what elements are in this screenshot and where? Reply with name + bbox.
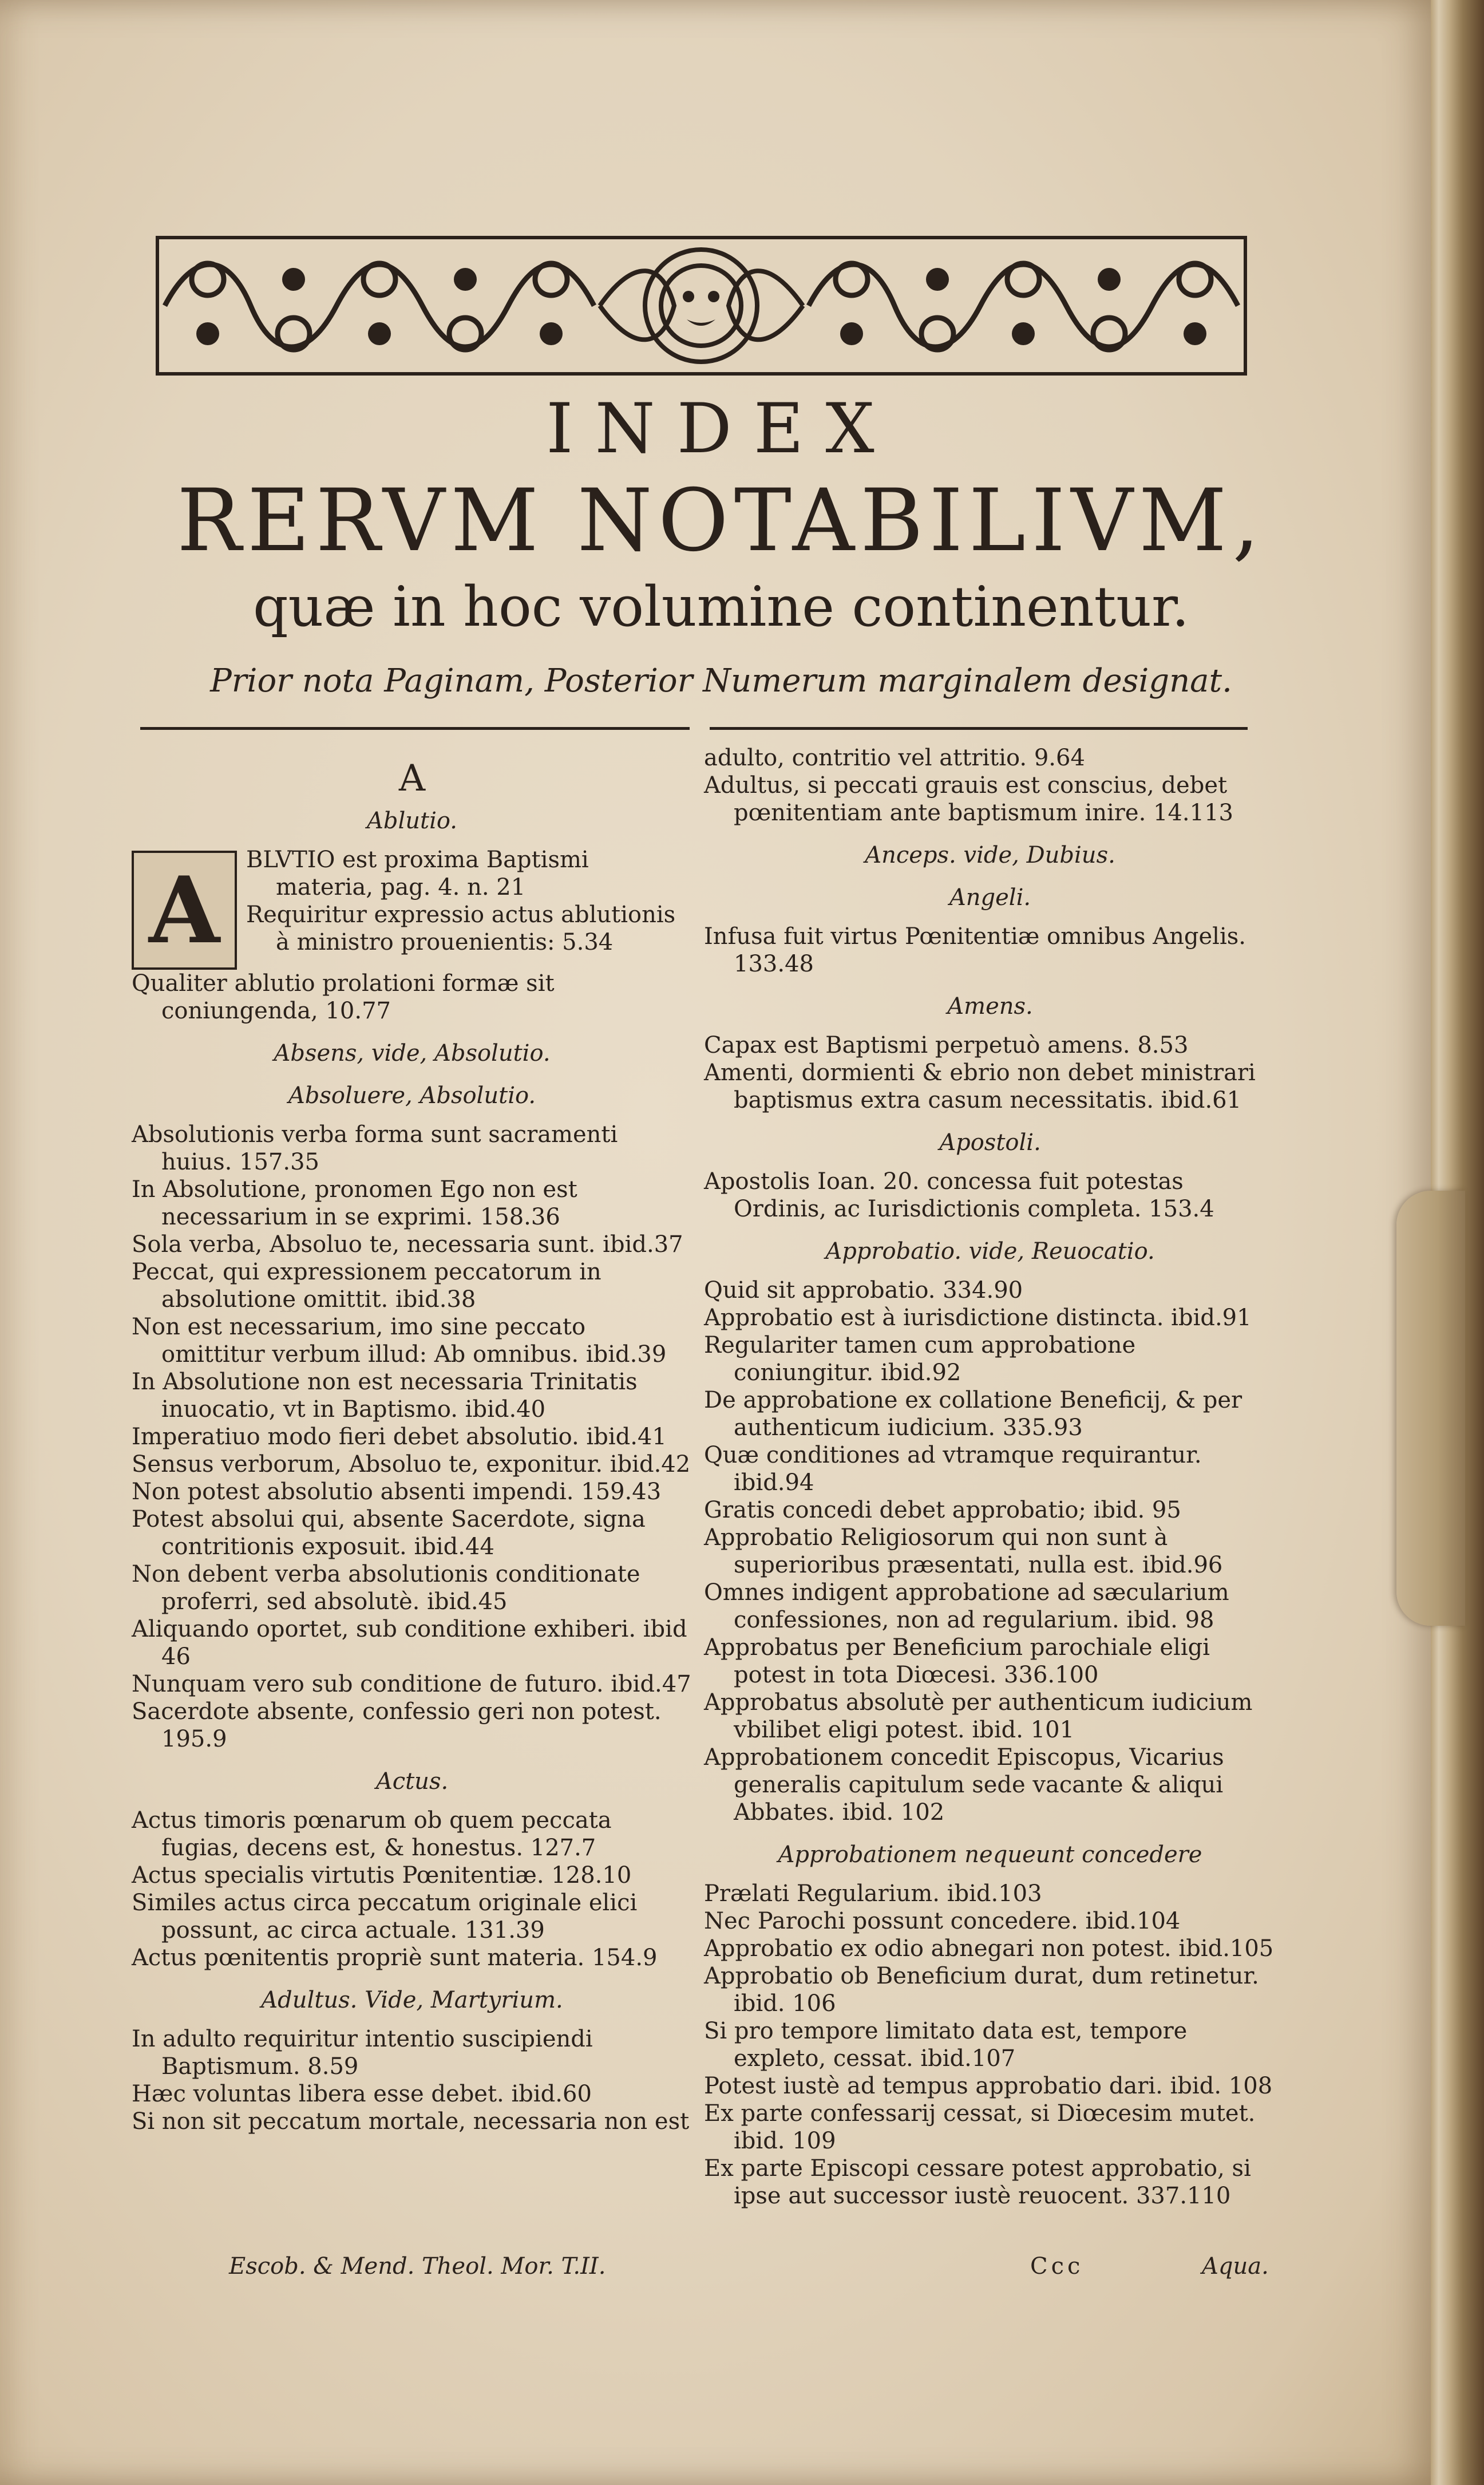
index-entry: Approbatio Religiosorum qui non sunt à superioribus præsentati, nulla est. ibid.96 (704, 1524, 1223, 1578)
index-entry: Actus timoris pœnarum ob quem peccata fugias, decens est, & honestus. 127.7 (132, 1807, 612, 1861)
index-entry: Absolutionis verba forma sunt sacramenti huius. 157.35 (132, 1121, 618, 1175)
heading-approbationem-nequeunt: Approbationem nequeunt concedere (778, 1842, 1202, 1868)
index-entry: Infusa fuit virtus Pœnitentiæ omnibus Angelis. 133.48 (704, 923, 1246, 977)
index-entry: Potest absolui qui, absente Sacerdote, signa contritionis exposuit. ibid.44 (132, 1506, 646, 1560)
index-entry: Requiritur expressio actus ablutionis à ministro prouenientis: 5.34 (246, 902, 676, 955)
index-entry: Approbatio ob Beneficium durat, dum retinetur. ibid. 106 (704, 1963, 1259, 2017)
heading-actus: Actus. (375, 1768, 449, 1795)
index-entry: Imperatiuo modo fieri debet absolutio. ibid.41 (132, 1424, 667, 1450)
index-entry: Si pro tempore limitato data est, tempore expleto, cessat. ibid.107 (704, 2018, 1188, 2072)
heading-absoluere: Absoluere, Absolutio. (288, 1083, 536, 1109)
footer-source: Escob. & Mend. Theol. Mor. T.II. (229, 2253, 606, 2279)
heading-apostoli: Apostoli. (939, 1129, 1041, 1156)
rule-right (710, 727, 1248, 730)
heading-anceps: Anceps. vide, Dubius. (865, 842, 1115, 868)
index-entry: Ex parte Episcopi cessare potest approbatio, si ipse aut successor iustè reuocent. 337.110 (704, 2155, 1251, 2209)
section-letter: A (398, 757, 426, 800)
left-column (132, 744, 692, 2135)
index-entry: Actus specialis virtutis Pœnitentiæ. 128.10 (132, 1862, 632, 1889)
index-entry: Sensus verborum, Absoluo te, exponitur. ibid.42 (132, 1451, 691, 1477)
index-entry: Approbatio ex odio abnegari non potest. ibid.105 (704, 1935, 1274, 1962)
index-entry: Prælati Regularium. ibid.103 (704, 1880, 1042, 1907)
index-entry: Sola verba, Absoluo te, necessaria sunt. ibid.37 (132, 1231, 683, 1258)
index-entry: Non potest absolutio absenti impendi. 159.43 (132, 1479, 662, 1505)
index-entry: BLVTIO est proxima Baptismi materia, pag. 4. n. 21 (246, 847, 589, 900)
index-entry: Approbationem concedit Episcopus, Vicarius generalis capitulum sede vacante & aliqui Abbates. ibid. 102 (704, 1744, 1224, 1826)
index-entry: Apostolis Ioan. 20. concessa fuit potestas Ordinis, ac Iurisdictionis completa. 153.4 (704, 1168, 1214, 1222)
index-entry: Approbatio est à iurisdictione distincta. ibid.91 (704, 1305, 1252, 1331)
index-entry: Aliquando oportet, sub conditione exhiberi. ibid 46 (132, 1616, 687, 1670)
title-subtitle: quæ in hoc volumine continentur. (253, 575, 1189, 639)
title-rerum-notabilium: RERVM NOTABILIVM, (177, 471, 1265, 571)
index-entry: Nunquam vero sub conditione de futuro. ibid.47 (132, 1671, 691, 1697)
index-entry: Potest iustè ad tempus approbatio dari. ibid. 108 (704, 2073, 1273, 2099)
heading-approbatio: Approbatio. vide, Reuocatio. (825, 1238, 1155, 1265)
index-entry: Adultus, si peccati grauis est conscius, debet pœnitentiam ante baptismum inire. 14.113 (704, 772, 1233, 826)
index-entry: Quæ conditiones ad vtramque requirantur. ibid.94 (704, 1442, 1202, 1496)
book-clasp-tab (1396, 1191, 1465, 1626)
index-entry: Non debent verba absolutionis conditionate proferri, sed absolutè. ibid.45 (132, 1561, 640, 1615)
index-entry: Approbatus absolutè per authenticum iudicium vbilibet eligi potest. ibid. 101 (704, 1689, 1253, 1743)
index-entry: Si non sit peccatum mortale, necessaria non est (132, 2108, 690, 2135)
heading-amens: Amens. (947, 993, 1033, 1020)
footer-signature-mark: Ccc (1030, 2253, 1084, 2279)
right-column (704, 744, 1276, 2210)
index-entry: Omnes indigent approbatione ad sæcularium confessiones, non ad regularium. ibid. 98 (704, 1579, 1229, 1633)
index-entry: Regulariter tamen cum approbatione coniungitur. ibid.92 (704, 1332, 1136, 1386)
heading-ablutio: Ablutio. (366, 808, 457, 834)
index-entry: Non est necessarium, imo sine peccato omittitur verbum illud: Ab omnibus. ibid.39 (132, 1314, 667, 1368)
heading-absens: Absens, vide, Absolutio. (274, 1040, 551, 1066)
index-entry: Qualiter ablutio prolationi formæ sit coniungenda, 10.77 (132, 970, 555, 1024)
title-note: Prior nota Paginam, Posterior Numerum marginalem designat. (210, 662, 1232, 700)
index-entry: adulto, contritio vel attritio. 9.64 (704, 745, 1085, 771)
heading-angeli: Angeli. (949, 884, 1031, 911)
index-entry: Capax est Baptismi perpetuò amens. 8.53 (704, 1032, 1189, 1058)
index-entry: Amenti, dormienti & ebrio non debet ministrari baptismus extra casum necessitatis. ibid.61 (704, 1060, 1256, 1113)
index-entry: Actus pœnitentis propriè sunt materia. 154.9 (132, 1945, 658, 1971)
index-entry: In adulto requiritur intentio suscipiendi Baptismum. 8.59 (132, 2026, 593, 2080)
index-entry: Sacerdote absente, confessio geri non potest. 195.9 (132, 1698, 662, 1752)
dropcap-initial: A (132, 851, 237, 970)
footer-catchword: Aqua. (1202, 2253, 1269, 2279)
index-entry: De approbatione ex collatione Beneficij, & per authenticum iudicium. 335.93 (704, 1387, 1242, 1441)
index-entry: Gratis concedi debet approbatio; ibid. 95 (704, 1497, 1181, 1523)
index-entry: Approbatus per Beneficium parochiale eligi potest in tota Diœcesi. 336.100 (704, 1634, 1210, 1688)
index-entry: In Absolutione non est necessaria Trinitatis inuocatio, vt in Baptismo. ibid.40 (132, 1369, 638, 1423)
index-entry: Peccat, qui expressionem peccatorum in absolutione omittit. ibid.38 (132, 1259, 601, 1313)
heading-adultus: Adultus. Vide, Martyrium. (261, 1987, 563, 2013)
index-entry: Hæc voluntas libera esse debet. ibid.60 (132, 2081, 592, 2107)
title-index: INDEX (546, 389, 896, 469)
index-entry: Nec Parochi possunt concedere. ibid.104 (704, 1908, 1181, 1934)
index-entry: Quid sit approbatio. 334.90 (704, 1277, 1023, 1303)
rule-left (140, 727, 690, 730)
first-entry-block (132, 846, 692, 970)
headpiece-ornament (156, 236, 1247, 376)
index-entry: Similes actus circa peccatum originale elici possunt, ac circa actuale. 131.39 (132, 1890, 638, 1943)
index-entry: Ex parte confessarij cessat, si Diœcesim mutet. ibid. 109 (704, 2100, 1256, 2154)
headpiece-ornament-graphic (159, 239, 1244, 372)
index-entry: In Absolutione, pronomen Ego non est necessarium in se exprimi. 158.36 (132, 1176, 577, 1230)
